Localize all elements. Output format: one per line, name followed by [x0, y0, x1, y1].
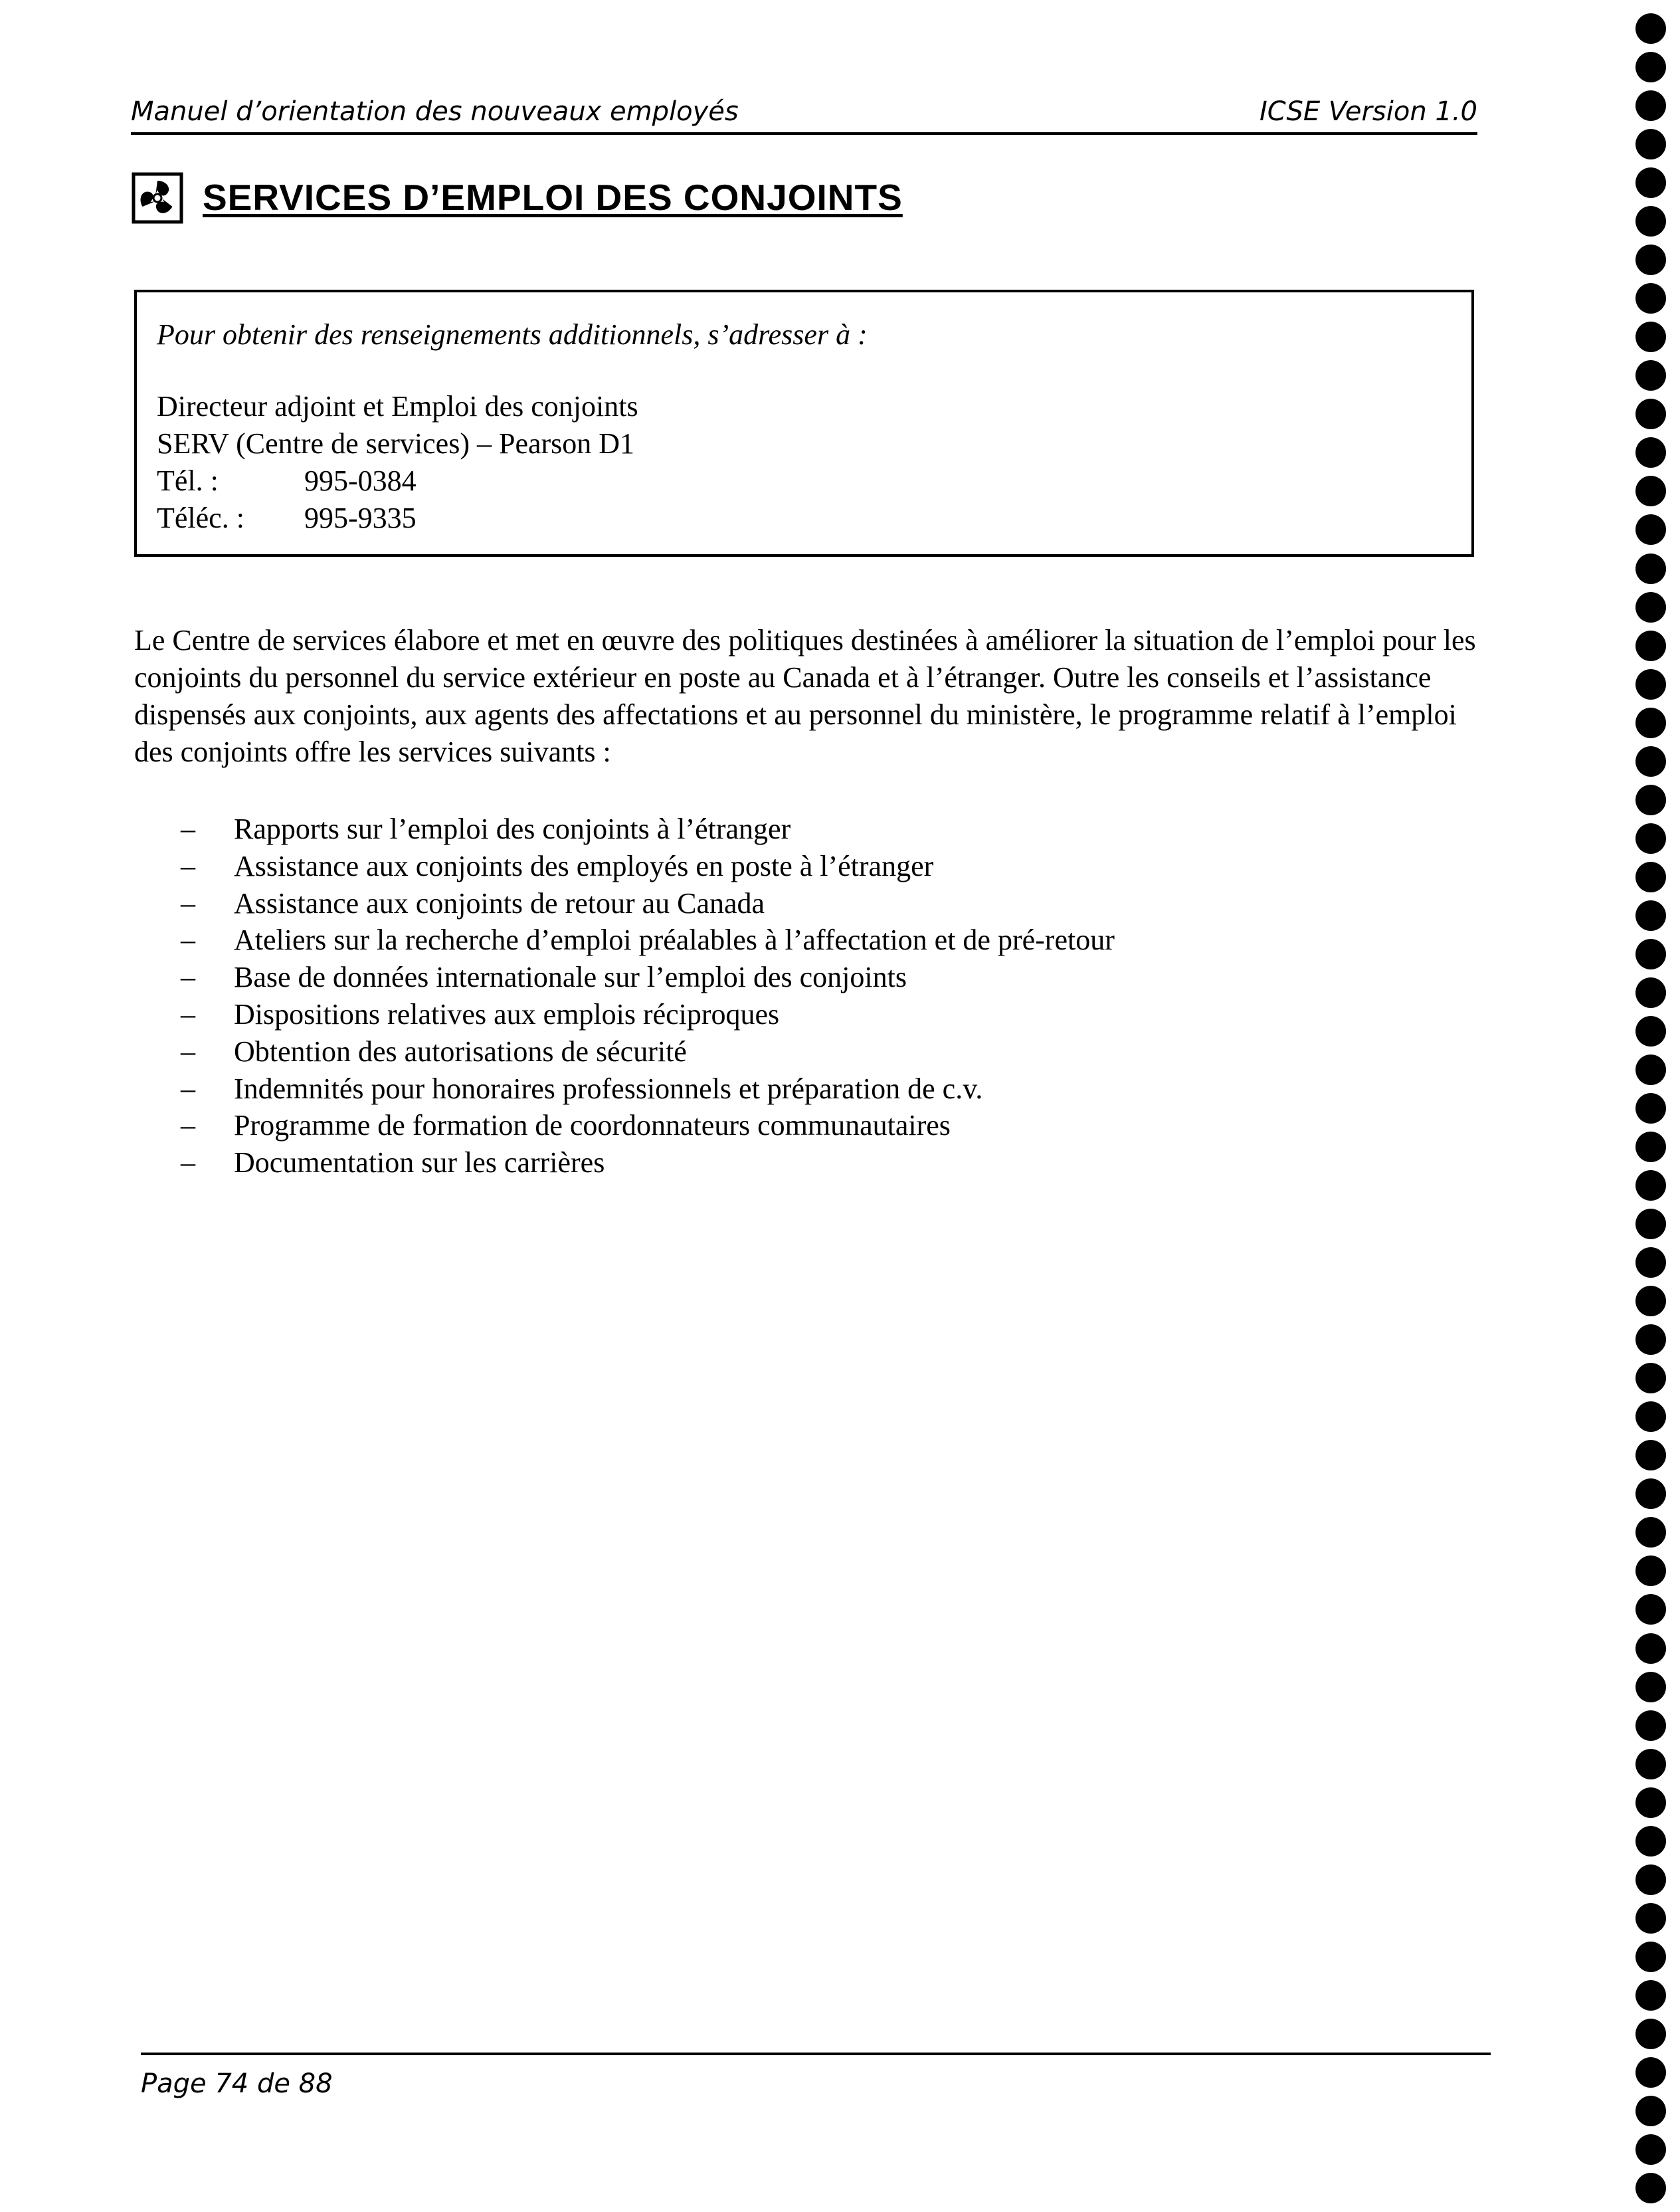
- binder-hole: [1635, 1247, 1666, 1278]
- binder-hole: [1635, 746, 1666, 777]
- list-item-text: Ateliers sur la recherche d’emploi préalables à l’affectation et de pré-retour: [234, 924, 1115, 957]
- binder-hole: [1635, 2173, 1666, 2203]
- list-bullet: –: [181, 1035, 195, 1068]
- binder-hole: [1635, 2096, 1666, 2126]
- contact-office: Directeur adjoint et Emploi des conjoints: [157, 390, 638, 423]
- binder-hole: [1635, 1710, 1666, 1741]
- list-bullet: –: [181, 886, 195, 920]
- list-bullet: –: [181, 1109, 195, 1142]
- header-manual-title: Manuel d’orientation des nouveaux employés: [131, 96, 739, 127]
- contact-tel-value: 995-0384: [304, 464, 417, 497]
- binder-hole: [1635, 476, 1666, 506]
- binder-hole: [1635, 669, 1666, 700]
- contact-fax-label: Téléc. :: [157, 502, 244, 534]
- list-item-text: Assistance aux conjoints des employés en poste à l’étranger: [234, 849, 934, 882]
- binder-hole: [1635, 399, 1666, 429]
- binder-hole: [1635, 823, 1666, 854]
- binder-hole: [1635, 245, 1666, 275]
- binder-hole: [1635, 1633, 1666, 1664]
- binder-hole: [1635, 1942, 1666, 1972]
- header-divider: [131, 132, 1477, 135]
- binder-hole: [1635, 1980, 1666, 2011]
- maple-leaf-swirl-icon: [131, 171, 184, 225]
- binder-hole: [1635, 1517, 1666, 1548]
- binder-hole: [1635, 1478, 1666, 1509]
- binder-hole: [1635, 52, 1666, 82]
- binder-hole: [1635, 2134, 1666, 2165]
- binder-hole: [1635, 167, 1666, 198]
- binder-hole: [1635, 708, 1666, 738]
- section-title: SERVICES D’EMPLOI DES CONJOINTS: [203, 177, 903, 218]
- binder-hole: [1635, 592, 1666, 623]
- binder-hole: [1635, 129, 1666, 159]
- contact-location: SERV (Centre de services) – Pearson D1: [157, 427, 635, 460]
- contact-fax-value: 995-9335: [304, 502, 417, 534]
- binder-hole: [1635, 360, 1666, 391]
- binder-hole: [1635, 2019, 1666, 2049]
- binder-hole: [1635, 631, 1666, 661]
- list-item-text: Dispositions relatives aux emplois réciproques: [234, 997, 780, 1031]
- binder-hole: [1635, 1749, 1666, 1779]
- contact-intro: Pour obtenir des renseignements additionnels, s’adresser à :: [157, 318, 868, 351]
- binder-hole: [1635, 553, 1666, 584]
- binder-hole: [1635, 862, 1666, 892]
- list-bullet: –: [181, 997, 195, 1031]
- list-bullet: –: [181, 924, 195, 957]
- list-bullet: –: [181, 1072, 195, 1105]
- list-bullet: –: [181, 849, 195, 882]
- binder-hole: [1635, 13, 1666, 44]
- list-item-text: Programme de formation de coordonnateurs communautaires: [234, 1109, 951, 1142]
- binder-hole: [1635, 322, 1666, 352]
- binder-hole: [1635, 283, 1666, 314]
- binder-hole: [1635, 1440, 1666, 1470]
- list-item-text: Assistance aux conjoints de retour au Canada: [234, 886, 765, 920]
- binder-hole: [1635, 206, 1666, 237]
- binder-holes: [1635, 13, 1669, 2206]
- binder-hole: [1635, 90, 1666, 121]
- binder-hole: [1635, 2057, 1666, 2088]
- binder-hole: [1635, 1132, 1666, 1162]
- binder-hole: [1635, 514, 1666, 545]
- list-item-text: Base de données internationale sur l’emploi des conjoints: [234, 961, 907, 994]
- binder-hole: [1635, 1286, 1666, 1316]
- binder-hole: [1635, 1093, 1666, 1124]
- list-item-text: Obtention des autorisations de sécurité: [234, 1035, 687, 1068]
- header-version: ICSE Version 1.0: [1259, 96, 1477, 127]
- list-item-text: Documentation sur les carrières: [234, 1146, 605, 1179]
- list-bullet: –: [181, 961, 195, 994]
- binder-hole: [1635, 1826, 1666, 1857]
- binder-hole: [1635, 939, 1666, 969]
- list-item-text: Rapports sur l’emploi des conjoints à l’étranger: [234, 813, 791, 845]
- binder-hole: [1635, 1170, 1666, 1201]
- binder-hole: [1635, 900, 1666, 931]
- binder-hole: [1635, 1209, 1666, 1239]
- binder-hole: [1635, 1864, 1666, 1895]
- binder-hole: [1635, 1363, 1666, 1393]
- page-number: Page 74 de 88: [141, 2068, 333, 2099]
- binder-hole: [1635, 1324, 1666, 1355]
- footer-divider: [141, 2053, 1491, 2055]
- binder-hole: [1635, 1016, 1666, 1047]
- intro-paragraph: Le Centre de services élabore et met en œuvre des politiques destinées à améliorer la situation de l’emploi pour les conjoints du personnel du service extérieur en poste au Canada et à l’étranger. Outre les conseils et l’assistance dispensés aux conjoints, aux agents des affectations et au personnel du ministère, le programme relatif à l’emploi des conjoints offre les services suivants :: [134, 624, 1476, 768]
- binder-hole: [1635, 977, 1666, 1008]
- binder-hole: [1635, 785, 1666, 815]
- list-bullet: –: [181, 1146, 195, 1179]
- binder-hole: [1635, 1401, 1666, 1432]
- list-item-text: Indemnités pour honoraires professionnels et préparation de c.v.: [234, 1072, 983, 1105]
- binder-hole: [1635, 1903, 1666, 1934]
- binder-hole: [1635, 1672, 1666, 1702]
- list-bullet: –: [181, 813, 195, 845]
- contact-tel-label: Tél. :: [157, 464, 219, 497]
- binder-hole: [1635, 1556, 1666, 1586]
- binder-hole: [1635, 1594, 1666, 1625]
- binder-hole: [1635, 1787, 1666, 1818]
- contact-box: [134, 290, 1474, 557]
- binder-hole: [1635, 1055, 1666, 1085]
- binder-hole: [1635, 437, 1666, 468]
